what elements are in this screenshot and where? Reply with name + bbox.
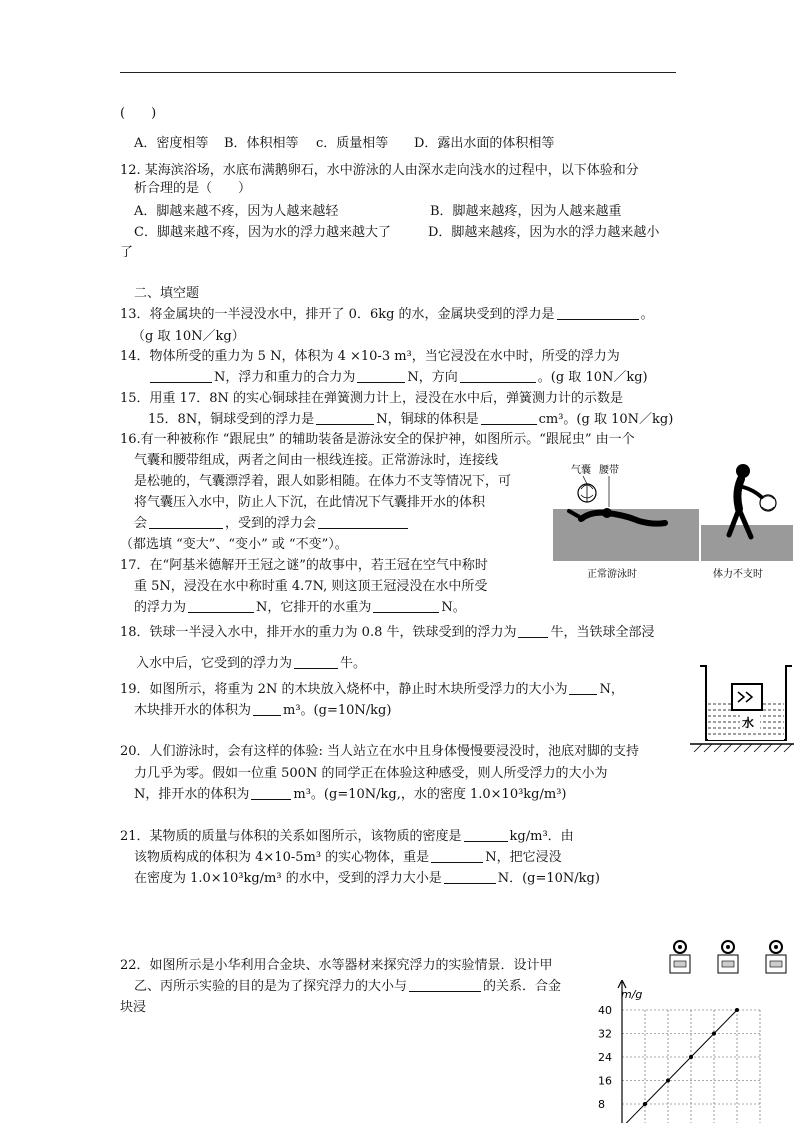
q12-option-d-wrap: 了 bbox=[120, 245, 134, 260]
beaker-figure bbox=[690, 660, 794, 754]
q21-blank-2[interactable] bbox=[431, 849, 483, 863]
data-point bbox=[643, 1102, 647, 1106]
data-point bbox=[689, 1055, 693, 1059]
data-point bbox=[712, 1032, 716, 1036]
q14-blank-3[interactable] bbox=[460, 369, 536, 383]
q13-text-b: 。 bbox=[640, 307, 654, 322]
q18-text-a: 18．铁球一半浸入水中，排开水的重力为 0.8 牛，铁球受到的浮力为 bbox=[120, 625, 517, 640]
y-tick-label: 16 bbox=[598, 1074, 612, 1088]
spring-scales-figure bbox=[664, 937, 792, 977]
q15-text-c: cm³。(g 取 10N／kg) bbox=[538, 412, 674, 427]
q22-text-b: 的关系．合金 bbox=[483, 979, 562, 994]
q22-text-a: 乙、丙所示实验的目的是为了探究浮力的大小与 bbox=[134, 979, 408, 994]
q18-text-b: 牛，当铁球全部浸 bbox=[550, 625, 655, 640]
q16-text-b: ，受到的浮力会 bbox=[225, 516, 317, 531]
q21-text-e: 在密度为 1.0×10³kg/m³ 的水中，受到的浮力大小是 bbox=[134, 871, 442, 886]
q16-blank-1[interactable] bbox=[149, 515, 223, 529]
q11-option-d: D．露出水面的体积相等 bbox=[414, 136, 555, 151]
y-tick-label: 8 bbox=[598, 1098, 605, 1111]
y-tick-label: 32 bbox=[598, 1027, 612, 1041]
q17-line2: 重 5N，浸没在水中称时重 4.7N, 则这顶王冠浸没在水中所受 bbox=[134, 579, 488, 594]
q20-text-b: m³。(g=10N/kg,，水的密度 1.0×10³kg/m³) bbox=[293, 787, 567, 802]
q14-text-a: N，浮力和重力的合力为 bbox=[214, 370, 356, 385]
q18-blank-1[interactable] bbox=[518, 624, 548, 638]
q14-blank-1[interactable] bbox=[150, 369, 212, 383]
q21-text-b: kg/m³．由 bbox=[509, 829, 574, 844]
q15-text-a: 15．8N，铜球受到的浮力是 bbox=[148, 412, 315, 427]
q22-line2 bbox=[120, 978, 561, 996]
header-rule bbox=[120, 72, 676, 73]
q16-blank-2[interactable] bbox=[318, 515, 408, 529]
q16-line4: 将气囊压入水中，防止人下沉，在此情况下气囊排开水的体积 bbox=[134, 495, 486, 510]
q16-line5 bbox=[134, 515, 410, 533]
q17-line1: 17．在“阿基米德解开王冠之谜”的故事中，若王冠在空气中称时 bbox=[120, 558, 488, 573]
caption-normal: 正常游泳时 bbox=[587, 569, 637, 580]
q13-blank[interactable] bbox=[557, 306, 639, 320]
table-hatch bbox=[694, 744, 792, 752]
data-point bbox=[735, 1008, 739, 1012]
q14-line2 bbox=[148, 369, 648, 387]
q18-line2 bbox=[136, 655, 366, 673]
q16-line6: （都选填 “变大”、“变小” 或 “不变”）。 bbox=[120, 537, 348, 552]
q16-line2: 气囊和腰带组成，两者之间由一根线连接。正常游泳时，连接线 bbox=[134, 453, 499, 468]
swim-figure bbox=[553, 455, 793, 583]
q19-line1 bbox=[120, 681, 624, 699]
label-bag: 气囊 bbox=[571, 465, 591, 476]
q21-line1 bbox=[120, 828, 574, 846]
spring-scale-icon bbox=[670, 941, 690, 973]
q21-text-c: 该物质构成的体积为 4×10-5m³ 的实心物体，重是 bbox=[134, 850, 430, 865]
q17-text-a: 的浮力为 bbox=[134, 600, 187, 615]
q21-text-a: 21．某物质的质量与体积的关系如图所示，该物质的密度是 bbox=[120, 829, 462, 844]
data-line bbox=[622, 1010, 737, 1123]
wood-block-icon bbox=[732, 684, 762, 710]
q16-text-a: 会 bbox=[134, 516, 148, 531]
q12-option-b: B．脚越来越疼，因为人越来越重 bbox=[430, 204, 622, 219]
q11-option-b: B．体积相等 bbox=[224, 136, 299, 151]
q13-text-a: 13．将金属块的一半浸没水中，排开了 0．6kg 的水，金属块受到的浮力是 bbox=[120, 307, 555, 322]
q19-text-b: N， bbox=[599, 682, 624, 697]
spring-scale-icon bbox=[718, 941, 738, 973]
q11-option-a: A．密度相等 bbox=[134, 136, 209, 151]
q15-line2 bbox=[148, 411, 673, 429]
q13-line1 bbox=[120, 306, 654, 324]
q15-line1: 15．用重 17．8N 的实心铜球挂在弹簧测力计上，浸没在水中后，弹簧测力计的示数是 bbox=[120, 391, 623, 406]
q19-text-c: 木块排开水的体积为 bbox=[134, 703, 252, 718]
y-tick-label: 24 bbox=[598, 1051, 612, 1064]
q17-blank-1[interactable] bbox=[188, 599, 254, 613]
q15-text-b: N，铜球的体积是 bbox=[376, 412, 479, 427]
q19-text-a: 19．如图所示，将重为 2N 的木块放入烧杯中，静止时木块所受浮力的大小为 bbox=[120, 682, 568, 697]
q12-option-a: A．脚越来越不疼，因为人越来越轻 bbox=[134, 204, 339, 219]
q16-line3: 是松驰的，气囊漂浮着，跟人如影相随。在体力不支等情况下，可 bbox=[134, 474, 512, 489]
q18-line1 bbox=[120, 624, 655, 642]
data-point bbox=[666, 1079, 670, 1083]
q12-stem: 12. 某海滨浴场，水底布满鹅卵石，水中游泳的人由深水走向浅水的过程中，以下体验和分 bbox=[120, 163, 639, 178]
q17-text-b: N，它排开的水重为 bbox=[256, 600, 372, 615]
q14-text-b: N，方向 bbox=[407, 370, 458, 385]
q14-line1: 14．物体所受的重力为 5 N，体积为 4 ×10-3 m³，当它浸没在水中时，所受的浮力为 bbox=[120, 349, 620, 364]
q17-text-c: N。 bbox=[441, 600, 466, 615]
q17-blank-2[interactable] bbox=[373, 599, 439, 613]
q12-option-c: C．脚越来越不疼，因为水的浮力越来越大了 bbox=[134, 225, 391, 240]
q22-line1: 22．如图所示是小华利用合金块、水等器材来探究浮力的实验情景．设计甲 bbox=[120, 958, 553, 973]
q20-line2: 力几乎为零。假如一位重 500N 的同学正在体验这种感受，则人所受浮力的大小为 bbox=[134, 766, 608, 781]
label-belt: 腰带 bbox=[599, 465, 619, 476]
q18-blank-2[interactable] bbox=[294, 655, 338, 669]
q20-text-a: N，排开水的体积为 bbox=[134, 787, 250, 802]
q20-blank[interactable] bbox=[251, 786, 291, 800]
q15-blank-1[interactable] bbox=[316, 411, 374, 425]
q12-option-d: D．脚越来越疼，因为水的浮力越来越小 bbox=[428, 225, 660, 240]
q11-bracket: ( ) bbox=[120, 106, 157, 121]
q21-text-f: N．(g=10N/kg) bbox=[497, 871, 600, 886]
y-tick-label: 40 bbox=[598, 1004, 612, 1017]
q15-blank-2[interactable] bbox=[481, 411, 537, 425]
q21-line2 bbox=[134, 849, 562, 867]
q22-line3: 块浸 bbox=[120, 1000, 147, 1015]
q22-blank[interactable] bbox=[409, 978, 481, 992]
mass-volume-chart bbox=[596, 980, 766, 1123]
q21-line3 bbox=[134, 870, 600, 888]
q19-line2 bbox=[134, 702, 391, 720]
q18-text-c: 入水中后，它受到的浮力为 bbox=[136, 656, 293, 671]
q12-stem-2: 析合理的是（ ） bbox=[134, 181, 252, 196]
q14-blank-2[interactable] bbox=[357, 369, 405, 383]
q19-blank-1[interactable] bbox=[569, 681, 597, 695]
q11-option-c: c．质量相等 bbox=[316, 136, 389, 151]
spring-scale-icon bbox=[766, 941, 786, 973]
q21-text-d: N，把它浸没 bbox=[485, 850, 562, 865]
q16-line1: 16.有一种被称作 “跟屁虫” 的辅助装备是游泳安全的保护神，如图所示。“跟屁虫” 由一个 bbox=[120, 432, 635, 447]
q14-text-c: 。(g 取 10N／kg) bbox=[537, 370, 648, 385]
q17-line3 bbox=[134, 599, 466, 617]
q20-line1: 20．人们游泳时，会有这样的体验: 当人站立在水中且身体慢慢要浸没时，池底对脚的支持 bbox=[120, 744, 640, 759]
q21-blank-3[interactable] bbox=[444, 870, 496, 884]
q20-line3 bbox=[134, 786, 567, 804]
caption-tired: 体力不支时 bbox=[713, 569, 763, 580]
section-title: 二、填空题 bbox=[134, 286, 200, 301]
q19-text-d: m³。(g=10N/kg) bbox=[283, 703, 392, 718]
q18-text-d: 牛。 bbox=[340, 656, 367, 671]
q19-blank-2[interactable] bbox=[253, 702, 281, 716]
q21-blank-1[interactable] bbox=[464, 828, 508, 842]
y-axis-label: m/g bbox=[621, 988, 643, 1001]
water-label: 水 bbox=[742, 716, 755, 730]
q13-line2: （g 取 10N／kg） bbox=[132, 329, 245, 344]
